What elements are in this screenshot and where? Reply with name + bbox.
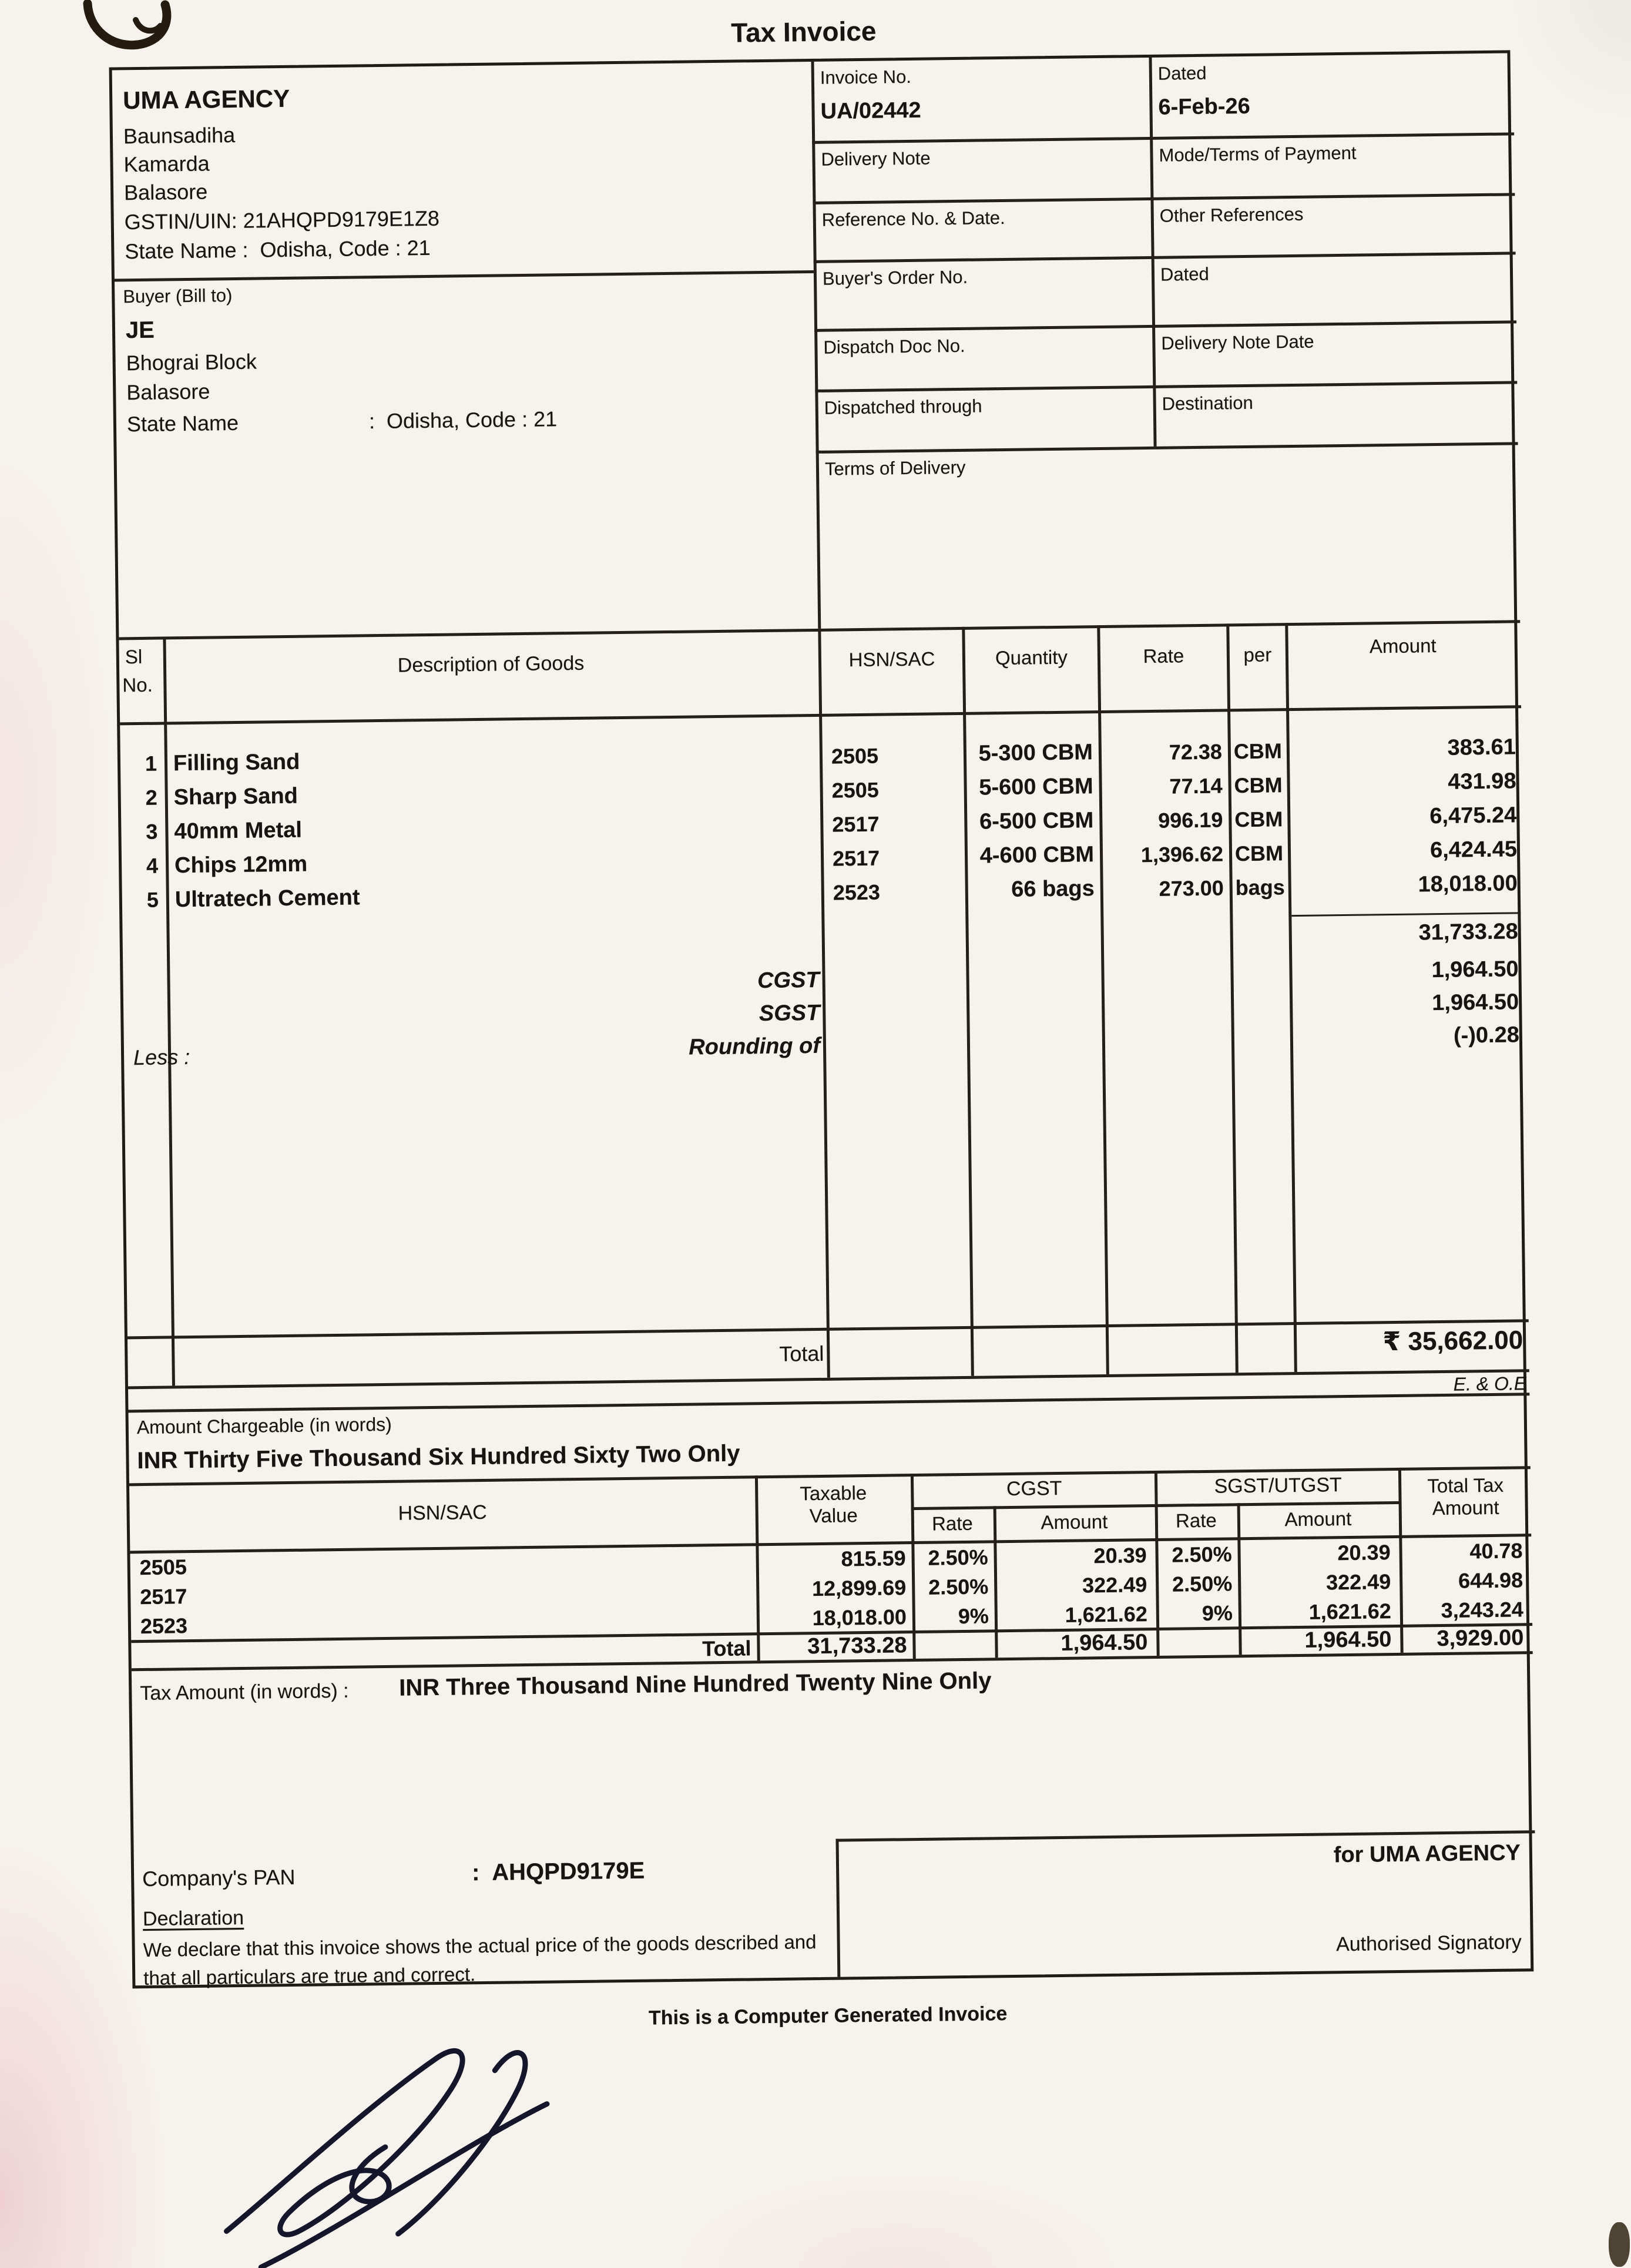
item-quantity: 5-600 CBM <box>979 774 1093 800</box>
col-line <box>962 627 974 1376</box>
seller-address-line: Balasore <box>123 179 208 205</box>
tax-row-cgst-rate: 2.50% <box>928 1545 988 1570</box>
declaration-title: Declaration <box>142 1907 244 1931</box>
item-per: bags <box>1235 875 1286 900</box>
charge-amount-sgst: 1,964.50 <box>1431 989 1519 1016</box>
item-quantity: 5-300 CBM <box>978 740 1093 766</box>
tax-row-sgst-rate: 2.50% <box>1172 1571 1233 1596</box>
charge-label-cgst: CGST <box>757 967 820 994</box>
item-hsn: 2505 <box>831 743 879 769</box>
mode-terms-label: Mode/Terms of Payment <box>1159 142 1357 166</box>
item-quantity: 4-600 CBM <box>979 842 1095 868</box>
item-rate: 996.19 <box>1157 807 1223 833</box>
tax-total-label: Total <box>702 1636 751 1661</box>
dated-value: 6-Feb-26 <box>1158 93 1251 120</box>
col-header-rate: Rate <box>1143 645 1184 667</box>
tax-header-sgst-rate: Rate <box>1175 1509 1217 1532</box>
item-quantity: 66 bags <box>1011 876 1095 902</box>
item-amount: 431.98 <box>1448 769 1516 794</box>
invoice-border-box <box>109 50 1534 1988</box>
tax-words-label: Tax Amount (in words) : <box>140 1679 349 1705</box>
tax-total-sgst: 1,964.50 <box>1304 1627 1392 1653</box>
tax-row-cgst-rate: 9% <box>958 1603 989 1629</box>
signature-box-left <box>835 1839 840 1977</box>
tax-row-cgst-rate: 2.50% <box>928 1574 989 1599</box>
col-header-per: per <box>1243 643 1272 666</box>
item-per: CBM <box>1234 807 1283 832</box>
items-subtotal: 31,733.28 <box>1418 919 1518 945</box>
tax-header-sgst-amount: Amount <box>1284 1507 1352 1531</box>
less-label: Less : <box>133 1045 190 1070</box>
tax-row-hsn: 2517 <box>140 1584 187 1609</box>
buyers-order-label: Buyer's Order No. <box>822 266 968 289</box>
divider <box>815 381 1517 392</box>
divider <box>115 270 814 282</box>
computer-generated-note: This is a Computer Generated Invoice <box>648 2002 1008 2029</box>
buyer-state-label: State Name <box>126 410 239 437</box>
tax-header-taxable: Taxable Value <box>800 1481 867 1527</box>
tax-row-cgst-amount: 20.39 <box>1093 1543 1147 1568</box>
item-hsn: 2517 <box>832 811 880 837</box>
seller-address-line: Baunsadiha <box>123 122 236 149</box>
item-per: CBM <box>1233 739 1283 764</box>
tax-row-sgst-amount: 20.39 <box>1337 1540 1391 1565</box>
pan-value: : AHQPD9179E <box>471 1857 645 1886</box>
item-rate: 1,396.62 <box>1140 841 1224 867</box>
buyer-name: JE <box>125 317 155 344</box>
charge-label-sgst: SGST <box>759 1000 820 1026</box>
item-rate: 273.00 <box>1159 875 1224 901</box>
item-hsn: 2523 <box>833 880 881 905</box>
tax-row-taxable: 18,018.00 <box>812 1605 907 1630</box>
seller-name: UMA AGENCY <box>122 84 290 115</box>
item-quantity: 6-500 CBM <box>979 808 1094 834</box>
col-header-hsn: HSN/SAC <box>848 647 935 671</box>
signature-box-top <box>835 1830 1535 1842</box>
tax-row-hsn: 2523 <box>140 1613 188 1639</box>
invoice-no-label: Invoice No. <box>820 66 912 88</box>
seller-address-line: Kamarda <box>123 151 210 177</box>
item-amount: 6,424.45 <box>1429 837 1518 863</box>
charge-amount-cgst: 1,964.50 <box>1431 957 1519 983</box>
buyer-section-label: Buyer (Bill to) <box>123 285 233 307</box>
buyer-address-line: Balasore <box>126 379 210 405</box>
tax-row-cgst-amount: 322.49 <box>1082 1572 1147 1598</box>
item-amount: 383.61 <box>1447 734 1516 760</box>
other-references-label: Other References <box>1159 203 1304 226</box>
pan-label: Company's PAN <box>142 1864 296 1891</box>
item-sl: 3 <box>146 819 158 844</box>
dated-label: Dated <box>1157 62 1207 84</box>
dispatch-doc-label: Dispatch Doc No. <box>823 335 965 358</box>
divider <box>812 132 1514 144</box>
col-header-amount: Amount <box>1369 635 1437 657</box>
signature-scribble <box>189 2033 568 2268</box>
tax-header-sgst: SGST/UTGST <box>1214 1474 1343 1498</box>
amount-chargeable-label: Amount Chargeable (in words) <box>136 1413 392 1438</box>
tax-row-sgst-amount: 322.49 <box>1325 1569 1391 1595</box>
tax-row-total: 644.98 <box>1458 1568 1523 1593</box>
buyer-state-value: : Odisha, Code : 21 <box>368 407 558 434</box>
col-header-quantity: Quantity <box>995 646 1068 669</box>
item-description: Filling Sand <box>173 749 300 776</box>
dispatched-through-label: Dispatched through <box>824 395 982 418</box>
item-rate: 72.38 <box>1169 739 1223 764</box>
tax-row-sgst-amount: 1,621.62 <box>1308 1599 1392 1624</box>
tax-row-sgst-rate: 9% <box>1202 1601 1233 1626</box>
divider <box>814 320 1516 332</box>
amount-chargeable-words: INR Thirty Five Thousand Six Hundred Sixty Two Only <box>137 1440 740 1474</box>
tax-total-cgst: 1,964.50 <box>1061 1630 1148 1656</box>
items-total-amount: ₹ 35,662.00 <box>1382 1326 1523 1357</box>
tax-row-taxable: 12,899.69 <box>811 1575 907 1601</box>
subtotal-rule <box>1291 912 1521 917</box>
item-hsn: 2517 <box>832 846 880 871</box>
reference-label: Reference No. & Date. <box>821 207 1005 230</box>
col-line <box>1226 623 1239 1373</box>
seller-state: State Name : Odisha, Code : 21 <box>125 235 431 264</box>
items-total-label: Total <box>779 1341 824 1366</box>
dated2-label: Dated <box>1160 263 1209 285</box>
tax-header-total: Total Tax Amount <box>1427 1474 1504 1519</box>
declaration-text: We declare that this invoice shows the actual price of the goods described and that all particulars are true and correct. <box>143 1931 817 1989</box>
authorised-signatory-label: Authorised Signatory <box>1335 1931 1522 1956</box>
eoe-note: E. & O.E <box>1453 1373 1527 1395</box>
page-title: Tax Invoice <box>731 15 877 48</box>
divider <box>814 251 1516 263</box>
tax-row-total: 40.78 <box>1469 1538 1523 1564</box>
destination-label: Destination <box>1162 392 1253 414</box>
tax-header-cgst-rate: Rate <box>931 1512 974 1535</box>
col-header-description: Description of Goods <box>397 652 585 677</box>
charge-amount-rounding: (-)0.28 <box>1453 1022 1520 1048</box>
item-per: CBM <box>1234 841 1284 866</box>
item-amount: 18,018.00 <box>1418 871 1518 897</box>
tax-total-amount: 3,929.00 <box>1437 1625 1524 1652</box>
delivery-note-label: Delivery Note <box>821 147 931 170</box>
buyer-address-line: Bhograi Block <box>126 349 257 375</box>
tax-words-value: INR Three Thousand Nine Hundred Twenty Nine Only <box>399 1668 992 1701</box>
tax-total-taxable: 31,733.28 <box>807 1633 907 1659</box>
divider <box>813 193 1515 204</box>
tax-row-sgst-rate: 2.50% <box>1172 1542 1232 1567</box>
col-line <box>1097 625 1109 1374</box>
col-header-sl: Sl <box>125 645 143 668</box>
item-per: CBM <box>1234 773 1283 798</box>
delivery-note-date-label: Delivery Note Date <box>1161 331 1314 354</box>
col-header-sl-no: No. <box>122 673 153 696</box>
item-sl: 5 <box>146 887 159 912</box>
item-hsn: 2505 <box>831 777 880 803</box>
tax-row-total: 3,243.24 <box>1441 1597 1524 1623</box>
tax-header-cgst: CGST <box>1006 1477 1062 1501</box>
col-line <box>818 629 830 1378</box>
item-sl: 4 <box>146 853 159 878</box>
invoice-no-value: UA/02442 <box>820 98 921 124</box>
seller-gstin: GSTIN/UIN: 21AHQPD9179E1Z8 <box>124 206 440 234</box>
item-description: Ultratech Cement <box>174 885 360 912</box>
terms-of-delivery-label: Terms of Delivery <box>824 457 966 479</box>
divider <box>816 442 1518 454</box>
tax-row-cgst-amount: 1,621.62 <box>1065 1602 1148 1627</box>
tax-row-hsn: 2505 <box>139 1555 187 1580</box>
item-sl: 1 <box>145 751 157 776</box>
item-amount: 6,475.24 <box>1429 803 1517 829</box>
for-company-label: for UMA AGENCY <box>1333 1840 1521 1868</box>
item-description: 40mm Metal <box>174 817 303 844</box>
item-sl: 2 <box>145 785 157 810</box>
divider <box>811 62 821 629</box>
charge-label-rounding: Rounding of <box>689 1033 821 1060</box>
tax-header-cgst-amount: Amount <box>1041 1510 1108 1534</box>
item-rate: 77.14 <box>1169 773 1223 799</box>
item-description: Chips 12mm <box>174 851 308 878</box>
tax-header-hsn: HSN/SAC <box>398 1501 487 1525</box>
tax-row-taxable: 815.59 <box>841 1546 906 1571</box>
item-description: Sharp Sand <box>173 783 298 810</box>
